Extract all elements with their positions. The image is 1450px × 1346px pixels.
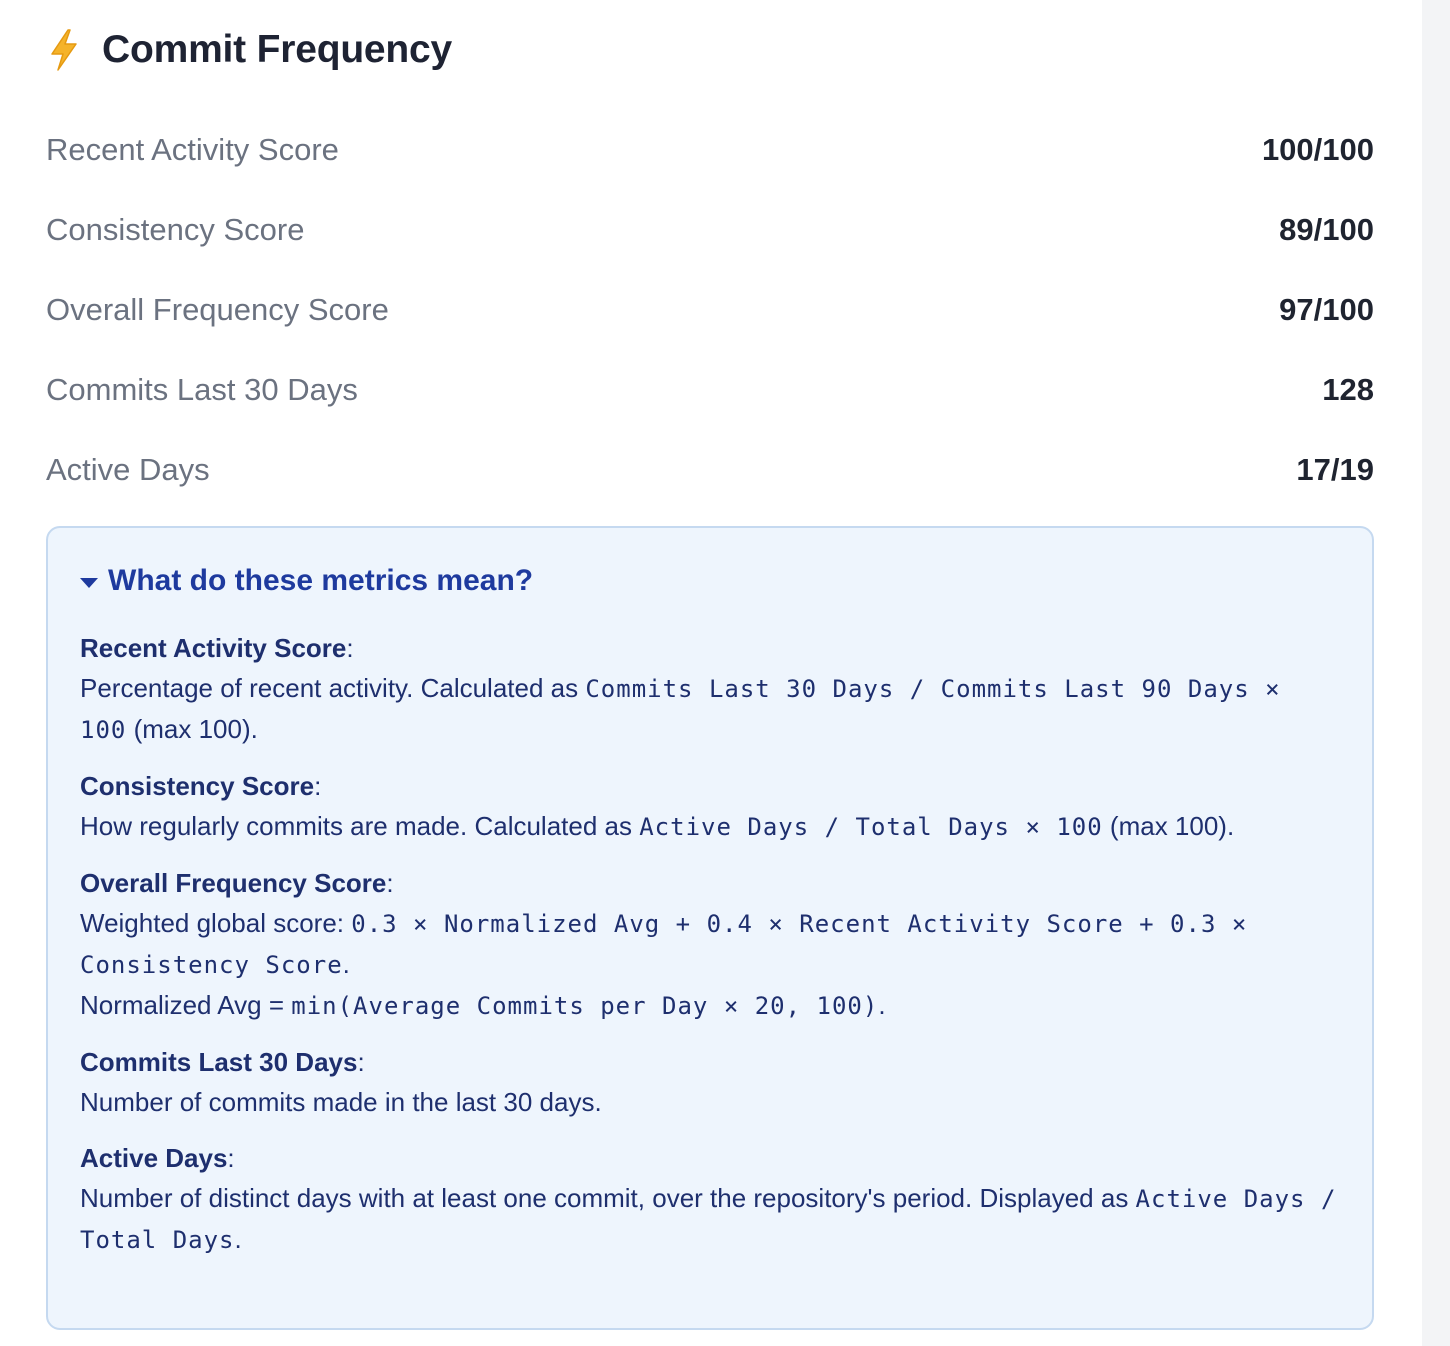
metric-label: Commits Last 30 Days (46, 372, 358, 407)
metric-row-recent-activity (46, 110, 1374, 190)
metrics-explanation-summary: What do these metrics mean? (108, 564, 534, 597)
metric-row-commits-30-days (46, 350, 1374, 430)
metric-label: Active Days (46, 452, 210, 487)
definition-colon: : (227, 1143, 235, 1173)
metric-value: 100/100 (1261, 132, 1374, 167)
definition-formula: Active Days / Total Days × 100 (639, 813, 1103, 841)
metric-value: 89/100 (1279, 212, 1374, 247)
definition-text-after: . (342, 949, 350, 979)
metrics-explanation-toggle[interactable] (80, 564, 1340, 598)
definition-text: How regularly commits are made. Calculated as (80, 811, 640, 841)
definition-formula: 0.3 × Normalized Avg + 0.4 × Recent Activity Score + 0.3 × Consistency Score (80, 910, 1248, 979)
definition-text-after: . (878, 990, 886, 1020)
definition-term: Consistency Score (80, 771, 315, 801)
metric-label: Recent Activity Score (46, 132, 339, 167)
definition-colon: : (386, 868, 394, 898)
metrics-explanation-box (46, 526, 1374, 1330)
definition-text: Normalized Avg = (80, 990, 292, 1020)
page-title: Commit Frequency (102, 28, 453, 71)
metric-row-consistency (46, 190, 1374, 270)
definition-text-after: (max 100). (1102, 811, 1235, 841)
definition-colon: : (357, 1047, 365, 1077)
definition-active-days (80, 1138, 1340, 1260)
definition-colon: : (314, 771, 322, 801)
definition-term: Recent Activity Score (80, 633, 347, 663)
definition-term: Overall Frequency Score (80, 868, 387, 898)
definition-term: Commits Last 30 Days (80, 1047, 358, 1077)
definition-text-after: . (234, 1224, 242, 1254)
metric-label: Overall Frequency Score (46, 292, 389, 327)
metric-value: 97/100 (1279, 292, 1374, 327)
definition-recent-activity (80, 628, 1340, 750)
definitions-list (80, 628, 1340, 1260)
metric-label: Consistency Score (46, 212, 305, 247)
definition-text: Percentage of recent activity. Calculated as (80, 673, 586, 703)
panel-header (46, 0, 1374, 100)
scrollbar-track[interactable] (1422, 0, 1450, 1346)
lightning-icon (46, 26, 86, 74)
metric-row-active-days (46, 430, 1374, 510)
definition-overall-frequency (80, 863, 1340, 1026)
metric-value: 128 (1322, 372, 1374, 407)
definition-term: Active Days (80, 1143, 228, 1173)
definition-colon: : (346, 633, 354, 663)
definition-text: Weighted global score: (80, 908, 352, 938)
metric-row-overall-frequency (46, 270, 1374, 350)
definition-consistency (80, 766, 1340, 847)
metric-value: 17/19 (1296, 452, 1374, 487)
definition-text: Number of distinct days with at least one commit, over the repository's period. Displayed as (80, 1183, 1136, 1213)
definition-formula: Active Days / Total Days (80, 1185, 1337, 1254)
commit-frequency-panel (46, 0, 1374, 1330)
definition-text-after: (max 100). (126, 714, 258, 744)
definition-text: Number of commits made in the last 30 days. (80, 1087, 602, 1117)
definition-formula: Commits Last 30 Days / Commits Last 90 Days × 100 (80, 675, 1281, 744)
definition-commits-30-days (80, 1042, 1340, 1122)
metrics-list (46, 110, 1374, 510)
caret-down-icon (80, 578, 98, 588)
definition-formula: min(Average Commits per Day × 20, 100) (291, 992, 879, 1020)
